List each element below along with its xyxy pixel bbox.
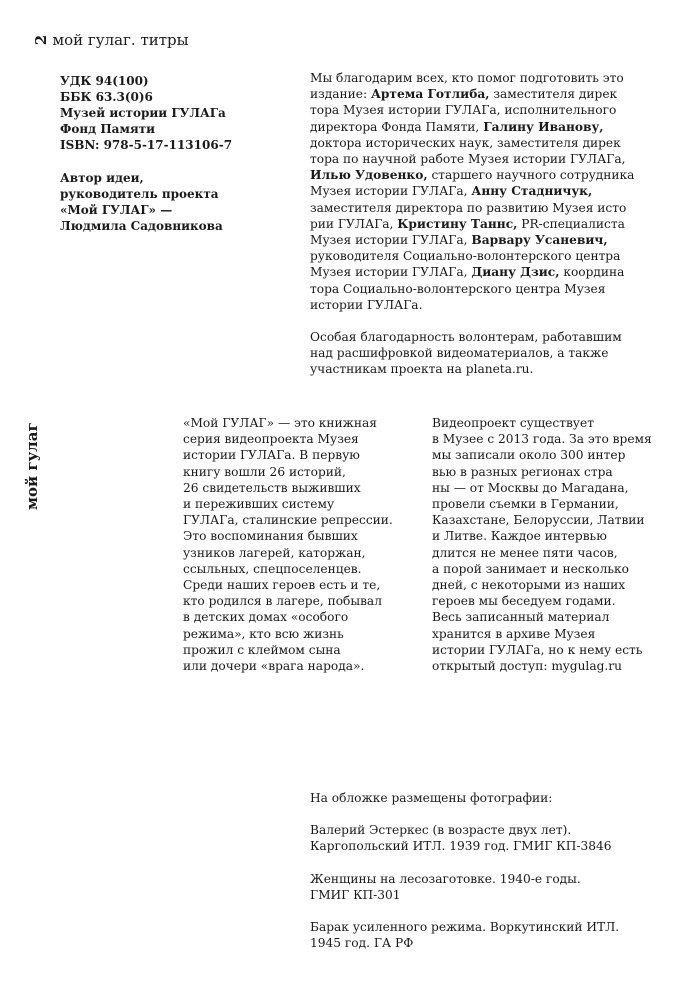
- text-line: Барак усиленного режима. Воркутинский ИТЛ.: [310, 920, 620, 935]
- text-line: книгу вошли 26 историй,: [183, 464, 346, 479]
- bibliographic-block: [60, 73, 260, 153]
- text-line: истории ГУЛАГа, но к нему есть: [432, 642, 643, 657]
- publisher-line: Музей истории ГУЛАГа: [60, 106, 226, 120]
- text-line: ссыльных, спецпоселенцев.: [183, 561, 362, 576]
- author-credit: [60, 170, 280, 234]
- person-name: Диану Дзис,: [471, 265, 560, 280]
- acknowledgements: [310, 70, 670, 394]
- text-line: истории ГУЛАГа. В первую: [183, 448, 360, 463]
- person-name: Варвару Усаневич,: [471, 233, 608, 248]
- author-line: руководитель проекта: [60, 187, 219, 201]
- foundation-line: Фонд Памяти: [60, 122, 156, 136]
- running-header: [32, 30, 189, 50]
- text-line: длится не менее пяти часов,: [432, 545, 618, 560]
- text-line: и переживших систему: [183, 497, 335, 512]
- text-line: героев мы беседуем годами.: [432, 594, 616, 609]
- text-line: вью в разных регионах стра: [432, 464, 613, 479]
- text-run: Музея истории ГУЛАГа,: [310, 184, 472, 199]
- text-line: Женщины на лесозаготовке. 1940-е годы.: [310, 871, 581, 886]
- text-line: Казахстане, Белоруссии, Латвии: [432, 513, 645, 528]
- isbn-line: ISBN: 978-5-17-113106-7: [60, 138, 233, 152]
- text-line: Валерий Эстеркес (в возрасте двух лет).: [310, 823, 572, 838]
- text-line: ГМИГ КП-301: [310, 887, 401, 902]
- person-name: Галину Иванову,: [483, 119, 604, 134]
- text-run: старшего научного сотрудника: [427, 168, 635, 183]
- bbk-line: ББК 63.3(0)6: [60, 90, 153, 104]
- text-line: Весь записанный материал: [432, 610, 610, 625]
- text-run: Мы благодарим всех, кто помог подготовить это: [310, 71, 624, 85]
- text-line: ны — от Москвы до Магадана,: [432, 480, 629, 495]
- text-run: тора по научной работе Музея истории ГУЛАГа,: [310, 152, 626, 167]
- text-line: участникам проекта на planeta.ru.: [310, 362, 534, 377]
- cover-credits: [310, 790, 670, 967]
- page-number: 2: [32, 34, 51, 46]
- text-run: директора Фонда Памяти,: [310, 119, 484, 134]
- text-run: доктора исторических наук, заместителя дирек: [310, 135, 621, 150]
- text-run: координа: [559, 265, 625, 280]
- author-line: Автор идеи,: [60, 171, 144, 185]
- text-line: мы записали около 300 интер: [432, 448, 626, 463]
- cover-photo-credit: [310, 919, 670, 951]
- text-line: над расшифровкой видеоматериалов, а также: [310, 346, 609, 361]
- text-line: а порой занимает и несколько: [432, 561, 629, 576]
- text-line: серия видеопроекта Музея: [183, 432, 359, 447]
- text-line: ГУЛАГа, сталинские репрессии.: [183, 513, 393, 528]
- running-title: мой гулаг. титры: [52, 31, 189, 49]
- acknowledgements-paragraph: [310, 70, 670, 313]
- text-line: Каргопольский ИТЛ. 1939 год. ГМИГ КП-3846: [310, 839, 612, 854]
- text-line: Особая благодарность волонтерам, работавшим: [310, 330, 622, 345]
- volunteers-paragraph: [310, 329, 670, 378]
- text-line: 1945 год. ГА РФ: [310, 936, 414, 951]
- text-run: истории ГУЛАГа.: [310, 297, 423, 312]
- person-name: Анну Стадничук,: [471, 184, 593, 199]
- cover-photo-credit: [310, 822, 670, 854]
- text-run: тора Социально-волонтерского центра Музея: [310, 281, 606, 296]
- text-run: издание:: [310, 87, 371, 102]
- text-run: тора Музея истории ГУЛАГа, исполнительного: [310, 103, 617, 118]
- text-run: рии ГУЛАГа,: [310, 216, 398, 231]
- person-name: Артема Готлиба,: [370, 87, 490, 102]
- author-line: Людмила Садовникова: [60, 219, 223, 233]
- intro-column-left: [183, 415, 413, 674]
- text-run: PR-специалиста: [517, 216, 625, 231]
- cover-heading: На обложке размещены фотографии:: [310, 791, 553, 805]
- text-line: прожил с клеймом сына: [183, 642, 341, 657]
- intro-column-right: [432, 415, 672, 674]
- text-run: руководителя Социально-волонтерского центра: [310, 249, 621, 264]
- text-line: Среди наших героев есть и те,: [183, 578, 381, 593]
- text-line: провели съемки в Германии,: [432, 497, 619, 512]
- text-run: заместителя дирек: [489, 87, 618, 102]
- mygulag-link-line: открытый доступ: mygulag.ru: [432, 659, 622, 674]
- text-line: дней, с некоторыми из наших: [432, 578, 626, 593]
- text-line: хранится в архиве Музея: [432, 626, 596, 641]
- text-line: Видеопроект существует: [432, 416, 594, 430]
- text-line: «Мой ГУЛАГ» — это книжная: [183, 416, 377, 430]
- author-line: «Мой ГУЛАГ» —: [60, 203, 173, 217]
- text-line: 26 свидетельств выживших: [183, 480, 361, 495]
- text-run: Музея истории ГУЛАГа,: [310, 265, 472, 280]
- person-name: Кристину Таннс,: [397, 216, 518, 231]
- text-line: узников лагерей, каторжан,: [183, 545, 366, 560]
- text-line: Это воспоминания бывших: [183, 529, 358, 544]
- text-run: Музея истории ГУЛАГа,: [310, 233, 472, 248]
- cover-photo-credit: [310, 871, 670, 903]
- text-line: кто родился в лагере, побывал: [183, 594, 382, 609]
- text-line: в детских домах «особого: [183, 610, 349, 625]
- text-line: или дочери «врага народа».: [183, 659, 365, 674]
- side-series-label: мой гулаг: [23, 422, 41, 510]
- text-line: режима», кто всю жизнь: [183, 626, 344, 641]
- text-run: заместителя директора по развитию Музея исто: [310, 200, 627, 215]
- text-line: и Литве. Каждое интервью: [432, 529, 607, 544]
- person-name: Илью Удовенко,: [310, 168, 428, 183]
- text-line: в Музее с 2013 года. За это время: [432, 432, 652, 447]
- udk-line: УДК 94(100): [60, 74, 149, 88]
